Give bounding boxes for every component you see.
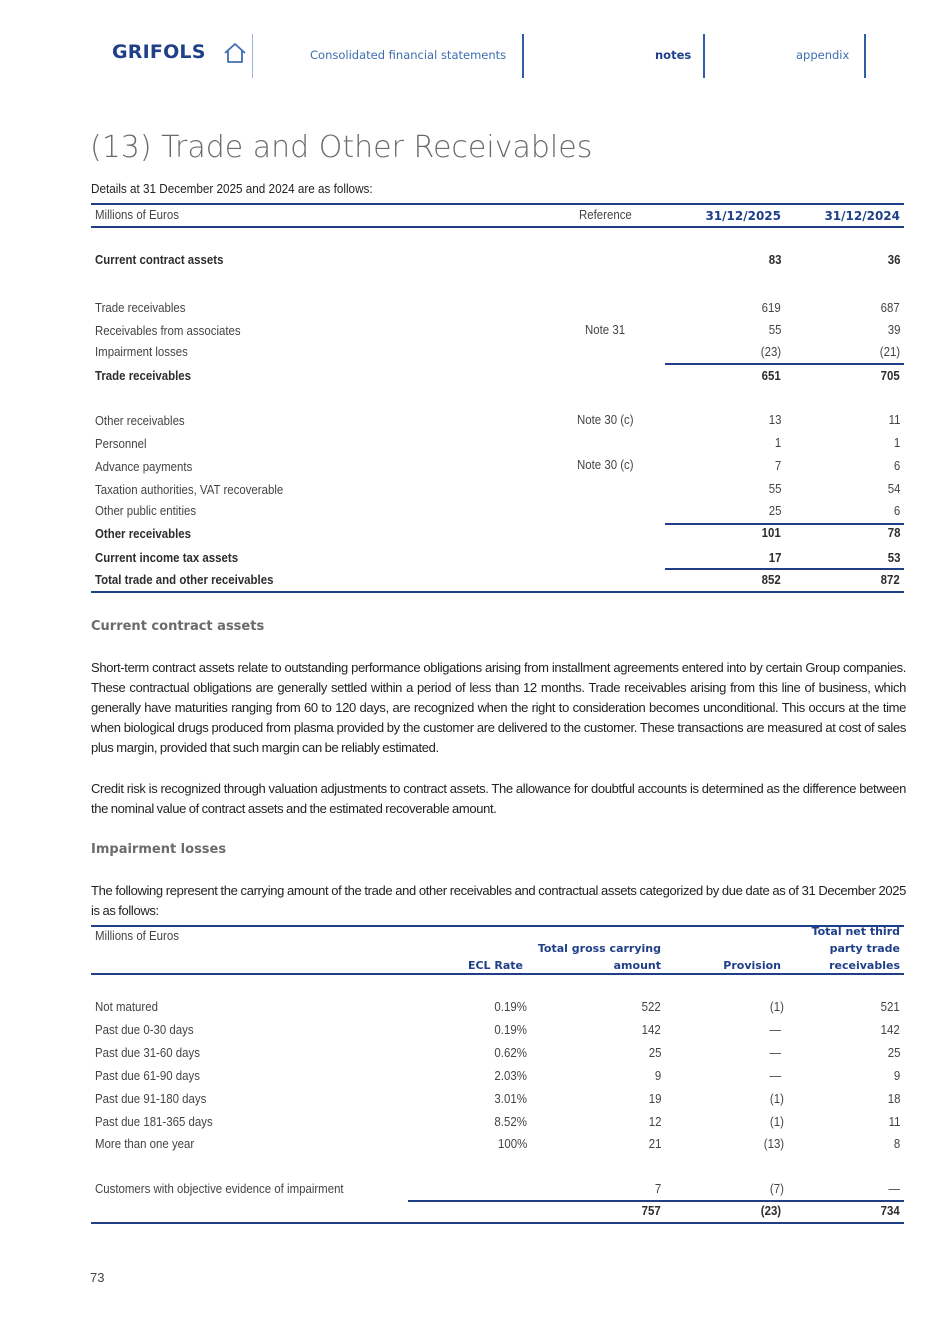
row-value-2025: 7: [774, 458, 781, 473]
table-rule: [91, 591, 904, 593]
row-provision: —: [769, 1068, 781, 1083]
row-label: Past due 0-30 days: [95, 1022, 194, 1037]
col-header-net-receivables: [812, 923, 900, 974]
col-header-net-line: receivables: [829, 959, 900, 972]
row-provision: —: [769, 1022, 781, 1037]
row-value-2025: 1: [774, 435, 781, 450]
total-provision: (23): [760, 1203, 781, 1218]
nav-divider: [252, 34, 253, 78]
row-value-2025: 13: [768, 412, 781, 427]
row-label: Not matured: [95, 999, 158, 1014]
row-label: More than one year: [95, 1136, 195, 1151]
row-value-2025: (23): [760, 344, 781, 359]
row-value-2024: 53: [887, 550, 900, 565]
col-header-net-line: Total net third: [811, 925, 900, 938]
col-header-gross-line: Total gross carrying: [537, 942, 661, 955]
row-reference: Note 31: [585, 322, 626, 337]
row-ecl: 3.01%: [494, 1091, 527, 1106]
row-label: Trade receivables: [95, 300, 186, 315]
section-heading-contract-assets: Current contract assets: [91, 619, 265, 634]
row-label: Other receivables: [95, 526, 192, 541]
row-provision: —: [769, 1045, 781, 1060]
row-net: 142: [880, 1022, 900, 1037]
row-reference: Note 30 (c): [577, 457, 634, 472]
row-net: 8: [893, 1136, 900, 1151]
nav-appendix[interactable]: appendix: [796, 48, 850, 62]
col-header-2025: 31/12/2025: [705, 209, 781, 223]
total-net: 734: [880, 1203, 900, 1218]
row-label: Other public entities: [95, 503, 197, 518]
row-label: Personnel: [95, 436, 147, 451]
col-header-net-line: party trade: [829, 942, 900, 955]
row-value-2024: (21): [879, 344, 900, 359]
row-ecl: 2.03%: [494, 1068, 527, 1083]
nav-divider: [522, 34, 524, 78]
row-reference: Note 30 (c): [577, 412, 634, 427]
table-rule: [91, 973, 904, 975]
row-label: Trade receivables: [95, 368, 192, 383]
col-header-gross-carrying-amount: [538, 940, 661, 974]
row-value-2025: 619: [761, 300, 781, 315]
row-value-2024: 6: [893, 458, 900, 473]
row-value-2024: 39: [887, 322, 900, 337]
col-header-reference: Reference: [579, 207, 632, 222]
nav-notes[interactable]: notes: [655, 48, 692, 62]
row-gross: 12: [648, 1114, 661, 1129]
row-label: Current contract assets: [95, 252, 224, 267]
subtotal-rule: [665, 363, 904, 365]
home-icon[interactable]: [222, 41, 248, 65]
section-heading-impairment: Impairment losses: [91, 842, 227, 857]
col-header-provision: Provision: [723, 959, 781, 972]
subtotal-rule: [665, 568, 904, 570]
row-gross: 522: [641, 999, 661, 1014]
row-value-2025: 651: [761, 368, 781, 383]
row-gross: 19: [648, 1091, 661, 1106]
grifols-logo[interactable]: GRIFOLS: [112, 41, 206, 63]
intro-text: Details at 31 December 2025 and 2024 are as follows:: [91, 181, 373, 196]
row-net: 9: [893, 1068, 900, 1083]
row-gross: 25: [648, 1045, 661, 1060]
subtotal-rule: [665, 523, 904, 525]
row-ecl: 8.52%: [494, 1114, 527, 1129]
row-net: 25: [887, 1045, 900, 1060]
page-title: (13) Trade and Other Receivables: [90, 130, 593, 165]
row-label: Past due 91-180 days: [95, 1091, 207, 1106]
nav-divider: [703, 34, 705, 78]
row-value-2024: 687: [880, 300, 900, 315]
row-label: Impairment losses: [95, 344, 188, 359]
row-value-2024: 1: [893, 435, 900, 450]
paragraph-impairment: The following represent the carrying amount of the trade and other receivables and contractual assets categorized by due date as of 31 December 2025 is as follows:: [91, 883, 906, 918]
row-gross: 21: [648, 1136, 661, 1151]
row-value-2024: 11: [888, 412, 900, 427]
row-ecl: 0.19%: [494, 1022, 527, 1037]
row-provision: (1): [770, 999, 784, 1014]
row-gross: 142: [641, 1022, 661, 1037]
row-value-2024: 36: [887, 252, 900, 267]
row-label: Taxation authorities, VAT recoverable: [95, 482, 284, 497]
row-label: Customers with objective evidence of impairment: [95, 1181, 344, 1196]
receivables-table: [91, 203, 904, 597]
row-value-2024: 872: [880, 572, 900, 587]
row-value-2025: 101: [761, 525, 781, 540]
page-number: 73: [90, 1270, 105, 1285]
nav-consolidated-financial-statements[interactable]: Consolidated financial statements: [310, 48, 507, 62]
nav-divider: [864, 34, 866, 78]
row-value-2025: 25: [768, 503, 781, 518]
table-rule: [91, 925, 904, 927]
row-label: Past due 31-60 days: [95, 1045, 200, 1060]
row-label: Receivables from associates: [95, 323, 241, 338]
impairment-table: [91, 925, 904, 1227]
table-rule: [91, 1222, 904, 1224]
row-ecl: 0.62%: [494, 1045, 527, 1060]
row-value-2024: 54: [887, 481, 900, 496]
total-gross: 757: [641, 1203, 661, 1218]
row-label: Current income tax assets: [95, 550, 239, 565]
col-header-gross-line: amount: [613, 959, 661, 972]
total-rule: [408, 1200, 904, 1202]
row-net: —: [888, 1181, 900, 1196]
row-label: Past due 61-90 days: [95, 1068, 200, 1083]
row-net: 11: [888, 1114, 900, 1129]
row-label: Other receivables: [95, 413, 185, 428]
row-label: Total trade and other receivables: [95, 572, 274, 587]
row-value-2025: 55: [768, 481, 781, 496]
row-provision: (13): [763, 1136, 784, 1151]
row-value-2025: 852: [761, 572, 781, 587]
paragraph-credit-risk: Credit risk is recognized through valuation adjustments to contract assets. The allowance for doubtful accounts is determined as the difference between the nominal value of contract assets and the estimated recoverable amount.: [91, 781, 906, 816]
row-value-2024: 6: [893, 503, 900, 518]
row-label: Past due 181-365 days: [95, 1114, 213, 1129]
row-gross: 7: [654, 1181, 661, 1196]
row-provision: (7): [770, 1181, 784, 1196]
col-header-2024: 31/12/2024: [824, 209, 900, 223]
col-header-label: Millions of Euros: [95, 207, 179, 222]
row-provision: (1): [770, 1091, 784, 1106]
row-label: Advance payments: [95, 459, 193, 474]
row-value-2024: 78: [887, 525, 900, 540]
row-value-2025: 17: [768, 550, 781, 565]
row-provision: (1): [770, 1114, 784, 1129]
row-value-2025: 83: [768, 252, 781, 267]
row-value-2025: 55: [768, 322, 781, 337]
row-value-2024: 705: [880, 368, 900, 383]
col-header-label: Millions of Euros: [95, 928, 179, 943]
table-rule: [91, 226, 904, 228]
table-rule: [91, 203, 904, 205]
row-ecl: 0.19%: [494, 999, 527, 1014]
row-gross: 9: [654, 1068, 661, 1083]
paragraph-contract-assets: Short-term contract assets relate to outstanding performance obligations arising from installment agreements entered into by certain Group companies. These contractual obligations are generally settled within a period of less than 12 months. Trade receivables arising from this line of business, which generally have maturities ranging from 60 to 120 days, are recognized when the right to consideration becomes unconditional. This occurs at the time when biological drugs produced from plasma provided by the customer are delivered to the customer. These transactions are measured at cost of sales plus margin, provided that such margin can be reliably estimated.: [91, 660, 906, 755]
row-net: 18: [887, 1091, 900, 1106]
row-net: 521: [880, 999, 900, 1014]
col-header-ecl-rate: ECL Rate: [467, 959, 523, 972]
row-ecl: 100%: [497, 1136, 527, 1151]
